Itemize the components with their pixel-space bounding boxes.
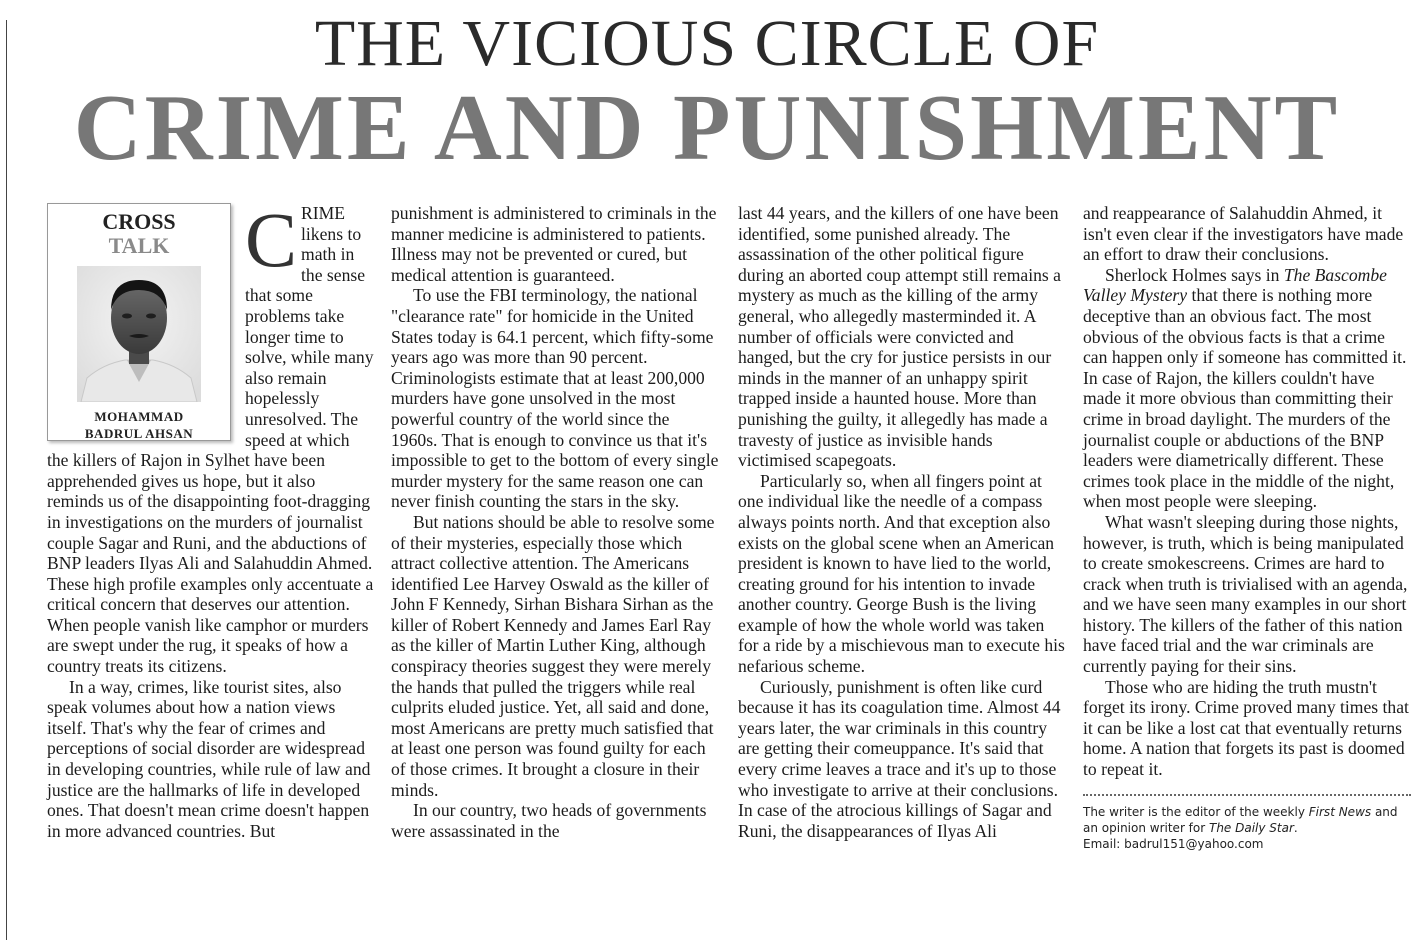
paragraph-8-start: Sherlock Holmes says in bbox=[1105, 264, 1284, 285]
headline bbox=[0, 8, 1414, 178]
footnote-publication-1: First News bbox=[1308, 804, 1372, 819]
author-footnote bbox=[1083, 804, 1411, 852]
article-column-3 bbox=[738, 203, 1066, 841]
paragraph-9: What wasn't sleeping during those nights, however, is truth, which is being manipulated to create smokescreens. Crimes are hard to crack when truth is trivialised with an agenda, and we have seen many examples in our short history. The killers of the father of this nation have faced trial and the war criminals are currently paying for their sins. bbox=[1083, 511, 1408, 677]
footnote-text-1: The writer is the editor of the weekly bbox=[1083, 804, 1309, 819]
paragraph-1: RIME likens to math in the sense that some problems take longer time to solve, while many also remain hopelessly unresolved. The speed at which the killers of Rajon in Sylhet have been apprehended gives us hope, but it also reminds us of the disappointing foot-dragging in investigations on the murders of journalist couple Sagar and Runi, and the abductions of BNP leaders Ilyas Ali and Salahuddin Ahmed. These high profile examples only accentuate a critical concern that deserves our attention. When people vanish like camphor or murders are swept under the rug, it speaks of how a country treats its citizens. bbox=[47, 203, 374, 677]
footnote-divider bbox=[1083, 794, 1411, 796]
paragraph-2: In a way, crimes, like tourist sites, also speak volumes about how a nation views itself. That's why the fear of crimes and perceptions of social disorder are widespread in developing countries, while rule of law and justice are the hallmarks of life in developed ones. That doesn't mean crime doesn't happen in more advanced countries. But bbox=[47, 676, 371, 841]
author-name-line-1: MOHAMMAD bbox=[94, 409, 184, 424]
paragraph-8-end: that there is nothing more deceptive than an obvious fact. The most obvious of the obvious facts is that a crime can happen only if someone has committed it. In case of Rajon, the killers couldn't have made it more obvious than committing their crime in broad daylight. The murders of the journalist couple or abductions of the BNP leaders were diametrically different. These crimes took place in the middle of the night, when most people were sleeping. bbox=[1083, 285, 1407, 512]
column-name-cross: CROSS bbox=[102, 209, 176, 234]
paragraph-3: To use the FBI terminology, the national "clearance rate" for homicide in the United States today is 64.1 percent, which fifty-some years ago was more than 90 percent. Criminologists estimate that at least 200,000 murders have gone unsolved in the most powerful country of the world since the 1960s. That is enough to convince us that it's impossible to get to the bottom of every single murder mystery for the same reason one can never finish counting the stars in the sky. bbox=[391, 285, 719, 512]
paragraph-5: In our country, two heads of governments were assassinated in the bbox=[391, 800, 707, 841]
article-column-2 bbox=[391, 203, 719, 841]
headline-line-1: THE VICIOUS CIRCLE OF bbox=[314, 7, 1100, 80]
paragraph-7: Curiously, punishment is often like curd because it has its coagulation time. Almost 44 years later, the war criminals in this country are getting their comeuppance. It's said that every crime leaves a trace and it's up to those who investigate to arrive at their conclusions. In case of the atrocious killings of Sagar and Runi, the disappearances of Ilyas Ali bbox=[738, 676, 1061, 841]
paragraph-2-continued: punishment is administered to criminals in the manner medicine is administered to patients. Illness may not be prevented or cured, but medical attention is guaranteed. bbox=[391, 203, 717, 285]
author-email: Email: badrul151@yahoo.com bbox=[1083, 836, 1264, 851]
paragraph-4: But nations should be able to resolve some of their mysteries, especially those which attract collective attention. The Americans identified Lee Harvey Oswald as the killer of John F Kennedy, Sirhan Bishara Sirhan as the killer of Robert Kennedy and James Earl Ray as the killer of Martin Luther King, although conspiracy theories suggest they were merely the hands that pulled the triggers while real culprits eluded justice. Yet, all said and done, most Americans are pretty much satisfied that at least one person was found guilty for each of those crimes. It brought a closure in their minds. bbox=[391, 511, 715, 800]
paragraph-5-continued: last 44 years, and the killers of one have been identified, some punished already. The assassination of the other political figure during an aborted coup attempt still remains a mystery as much as the killing of the army general, who allegedly masterminded it. A number of officials were convicted and hanged, but the cry for justice persists in our minds in the manner of an unhappy spirit trapped inside a haunted house. More than punishing the guilty, it allegedly has made a travesty of justice as invisible hands victimised scapegoats. bbox=[738, 203, 1061, 471]
byline-box bbox=[47, 203, 231, 441]
paragraph-6: Particularly so, when all fingers point at one individual like the needle of a compass always points north. And that exception also exists on the global scene when an American president is known to have lied to the world, creating ground for his intention to invade another country. George Bush is the living example of how the whole world was taken for a ride by a mischievous man to execute his nefarious scheme. bbox=[738, 470, 1065, 677]
article-column-1 bbox=[47, 196, 375, 841]
book-title: The Bascombe Valley Mystery bbox=[1083, 264, 1387, 306]
headline-line-2: CRIME AND PUNISHMENT bbox=[73, 76, 1341, 180]
author-name-line-2: BADRUL AHSAN bbox=[84, 426, 194, 441]
paragraph-7-continued: and reappearance of Salahuddin Ahmed, it isn't even clear if the investigators have made an effort to draw their conclusions. bbox=[1083, 203, 1404, 265]
drop-cap: C bbox=[245, 196, 298, 283]
article-column-4 bbox=[1083, 203, 1411, 852]
footnote-text-3: . bbox=[1293, 820, 1298, 835]
author-name bbox=[48, 408, 230, 442]
footnote-publication-2: The Daily Star bbox=[1209, 820, 1294, 835]
paragraph-10: Those who are hiding the truth mustn't forget its irony. Crime proved many times that it can be like a lost cat that eventually returns home. A nation that forgets its past is doomed to repeat it. bbox=[1083, 676, 1409, 780]
paragraph-8 bbox=[1083, 265, 1411, 512]
column-name-talk: TALK bbox=[108, 233, 170, 258]
footnote-text-2: and an opinion writer for bbox=[1083, 804, 1398, 835]
author-portrait bbox=[77, 266, 201, 402]
